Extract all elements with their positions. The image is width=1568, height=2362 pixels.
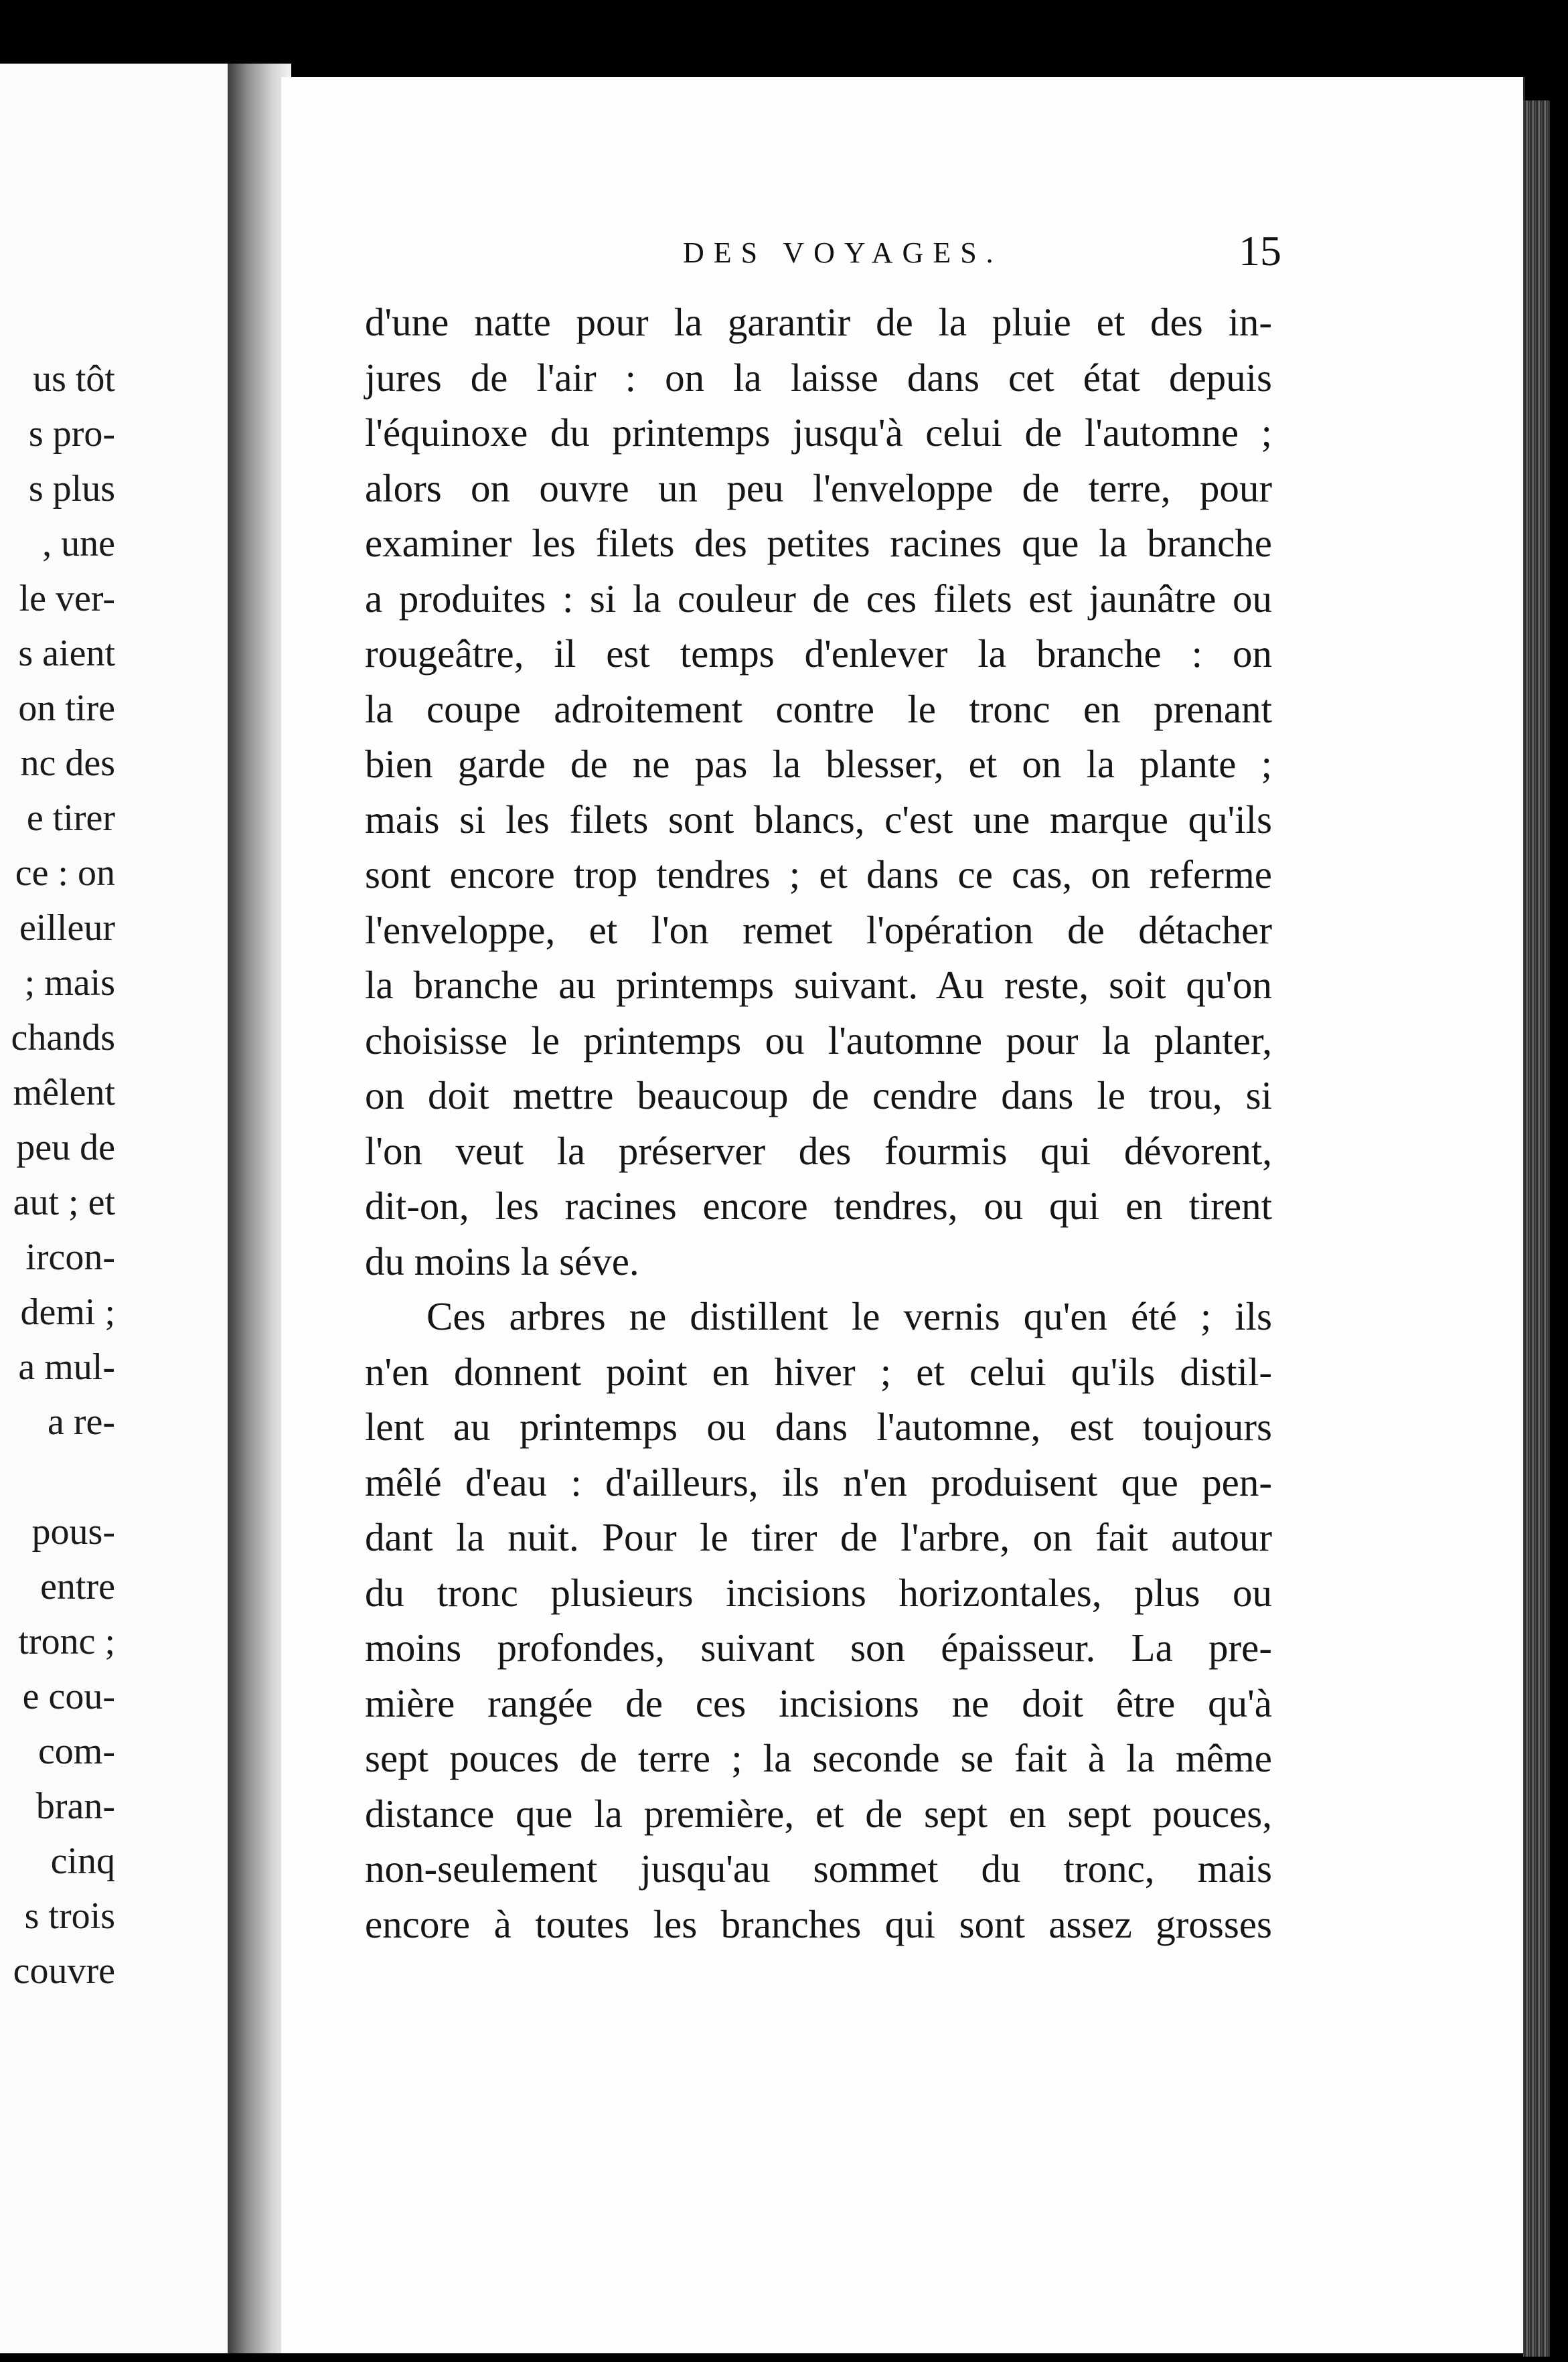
text-line: jures de l'air : on la laisse dans cet état depuis bbox=[365, 355, 1272, 400]
left-line: com- bbox=[37, 1731, 115, 1772]
left-line: , une bbox=[42, 523, 115, 564]
left-line: e tirer bbox=[26, 797, 115, 839]
text-line: Ces arbres ne distillent le vernis qu'en été ; ils bbox=[426, 1294, 1272, 1338]
left-line: couvre bbox=[13, 1950, 115, 1992]
text-line: d'une natte pour la garantir de la pluie et des in- bbox=[365, 300, 1272, 344]
left-line: mêlent bbox=[13, 1072, 115, 1113]
text-line: sept pouces de terre ; la seconde se fait à la même bbox=[365, 1736, 1272, 1780]
left-line bbox=[11, 1449, 115, 1504]
paragraph-1 bbox=[365, 295, 1272, 1289]
left-line: nc des bbox=[20, 742, 115, 784]
left-line: s pro- bbox=[28, 413, 115, 455]
left-line: us tôt bbox=[33, 358, 115, 400]
left-line: pous- bbox=[31, 1511, 115, 1553]
left-line: on tire bbox=[18, 688, 115, 729]
left-line: s aient bbox=[18, 633, 115, 674]
text-line: du moins la séve. bbox=[365, 1239, 639, 1283]
left-line: e cou- bbox=[22, 1676, 115, 1717]
left-line: demi ; bbox=[20, 1291, 115, 1333]
text-line: lent au printemps ou dans l'automne, est toujours bbox=[365, 1405, 1272, 1449]
text-line: mêlé d'eau : d'ailleurs, ils n'en produisent que pen- bbox=[365, 1460, 1272, 1504]
left-line: cinq bbox=[50, 1840, 115, 1882]
text-line: n'en donnent point en hiver ; et celui qu'ils distil- bbox=[365, 1349, 1272, 1394]
text-line: l'enveloppe, et l'on remet l'opération de détacher bbox=[365, 907, 1272, 952]
left-line: ce : on bbox=[15, 852, 115, 894]
text-line: distance que la première, et de sept en sept pouces, bbox=[365, 1791, 1272, 1836]
text-line: encore à toutes les branches qui sont assez grosses bbox=[365, 1901, 1272, 1946]
left-line: bran- bbox=[35, 1786, 115, 1827]
body-text bbox=[365, 295, 1272, 1952]
text-line: dit-on, les racines encore tendres, ou qui en tirent bbox=[365, 1184, 1272, 1228]
left-line: eilleur bbox=[19, 907, 115, 949]
paragraph-2 bbox=[365, 1289, 1272, 1952]
text-line: mière rangée de ces incisions ne doit être qu'à bbox=[365, 1680, 1272, 1725]
text-line: alors on ouvre un peu l'enveloppe de terre, pour bbox=[365, 465, 1272, 510]
text-line: moins profondes, suivant son épaisseur. La pre- bbox=[365, 1626, 1272, 1670]
text-line: la coupe adroitement contre le tronc en prenant bbox=[365, 686, 1272, 731]
page-edges bbox=[1523, 100, 1550, 2357]
left-line: ircon- bbox=[25, 1237, 115, 1278]
text-line: choisisse le printemps ou l'automne pour la planter, bbox=[365, 1018, 1272, 1062]
left-line: aut ; et bbox=[13, 1182, 115, 1223]
text-line: rougeâtre, il est temps d'enlever la branche : on bbox=[365, 631, 1272, 676]
left-line: a mul- bbox=[18, 1346, 115, 1388]
running-head: DES VOYAGES. bbox=[683, 236, 1003, 269]
text-line: on doit mettre beaucoup de cendre dans le trou, si bbox=[365, 1073, 1272, 1117]
text-line: sont encore trop tendres ; et dans ce cas, on referme bbox=[365, 852, 1272, 896]
text-line: mais si les filets sont blancs, c'est une marque qu'ils bbox=[365, 797, 1272, 842]
text-line: la branche au printemps suivant. Au reste, soit qu'on bbox=[365, 963, 1272, 1007]
left-line: s plus bbox=[28, 468, 115, 509]
text-line: du tronc plusieurs incisions horizontales, plus ou bbox=[365, 1570, 1272, 1615]
text-line: dant la nuit. Pour le tirer de l'arbre, on fait autour bbox=[365, 1515, 1272, 1559]
left-line: ; mais bbox=[24, 962, 115, 1004]
left-line: entre bbox=[40, 1566, 115, 1607]
left-page-text bbox=[11, 351, 115, 1998]
text-line: bien garde de ne pas la blesser, et on la plante ; bbox=[365, 742, 1272, 786]
text-line: l'équinoxe du printemps jusqu'à celui de l'automne ; bbox=[365, 410, 1272, 455]
left-line: s trois bbox=[24, 1895, 115, 1937]
left-line: tronc ; bbox=[18, 1621, 115, 1662]
text-line: non-seulement jusqu'au sommet du tronc, mais bbox=[365, 1846, 1272, 1891]
left-line: a re- bbox=[47, 1401, 115, 1443]
text-line: l'on veut la préserver des fourmis qui dévorent, bbox=[365, 1128, 1272, 1173]
page-number: 15 bbox=[1239, 227, 1281, 274]
left-line: chands bbox=[11, 1017, 115, 1058]
left-line: peu de bbox=[16, 1127, 115, 1168]
text-line: a produites : si la couleur de ces filets est jaunâtre ou bbox=[365, 576, 1272, 621]
left-line: le ver- bbox=[19, 578, 115, 619]
text-line: examiner les filets des petites racines que la branche bbox=[365, 521, 1272, 565]
left-page bbox=[0, 64, 228, 2353]
